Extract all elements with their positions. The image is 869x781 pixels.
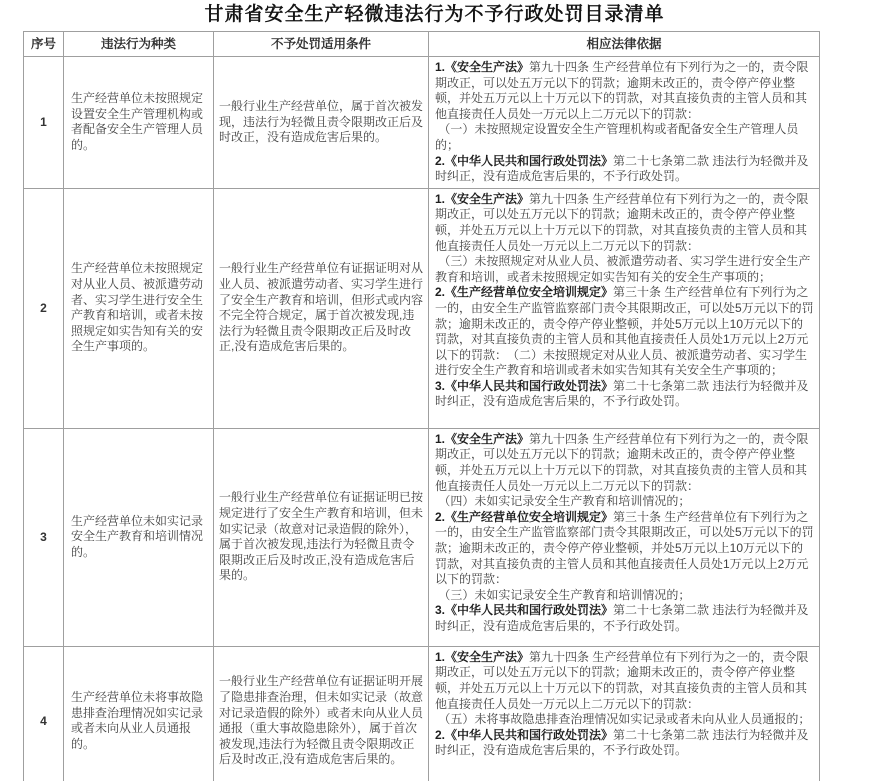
law-text: （一）未按照规定设置安全生产管理机构或者配备安全生产管理人员的； xyxy=(435,122,799,152)
law-name: 3.《中华人民共和国行政处罚法》 xyxy=(435,378,614,393)
table-row xyxy=(24,188,820,428)
header-row xyxy=(24,32,820,57)
law-name: 3.《中华人民共和国行政处罚法》 xyxy=(435,603,614,618)
column-header: 相应法律依据 xyxy=(429,32,820,57)
law-text: 第二十七条第二款 违法行为轻微并及时纠正，没有造成危害后果的，不予行政处罚。 xyxy=(435,727,809,758)
legal-paragraph xyxy=(435,712,815,728)
legal-cell xyxy=(429,57,820,189)
law-text: 第九十四条 生产经营单位有下列行为之一的，责令限期改正，可以处五万元以下的罚款；逾期未改正的，责令停产停业整顿，并处五万元以上十万元以下的罚款，对其直接负责的主管人员和其他直接责任人员处一万元以上二万元以下的罚款： xyxy=(435,191,809,253)
row-number-cell: 1 xyxy=(24,57,64,189)
table-body xyxy=(24,57,820,781)
law-text: （三）未按照规定对从业人员、被派遣劳动者、实习学生进行安全生产教育和培训，或者未按照规定如实告知有关的安全生产事项的； xyxy=(435,254,811,284)
law-text: 第二十七条第二款 违法行为轻微并及时纠正，没有造成危害后果的，不予行政处罚。 xyxy=(435,603,809,633)
violation-cell: 生产经营单位未如实记录安全生产教育和培训情况的。 xyxy=(64,428,214,646)
legal-paragraph xyxy=(435,122,815,153)
violation-cell: 生产经营单位未按照规定设置安全生产管理机构或者配备安全生产管理人员的。 xyxy=(64,57,214,189)
legal-paragraph xyxy=(435,285,815,379)
law-name: 1.《安全生产法》 xyxy=(435,649,530,664)
legal-paragraph xyxy=(435,510,815,588)
law-text: 第二十七条第二款 违法行为轻微并及时纠正，没有造成危害后果的，不予行政处罚。 xyxy=(435,153,809,184)
law-name: 1.《安全生产法》 xyxy=(435,191,530,206)
law-text: 第三十条 生产经营单位有下列行为之一的，由安全生产监管监察部门责令其限期改正，可以处5万元以下的罚款；逾期未改正的，责令停产停业整顿，并处5万元以上10万元以下的罚款，对其直接负责的主管人员和其他直接责任人员处1万元以上2万元以下的罚款： （二）未按照规定对从业人员、被派遣劳动者、实习学生进行安全生产教育和培训或者未如实告知其有关安全生产事项的； xyxy=(435,285,814,378)
page-title: 甘肃省安全生产轻微违法行为不予行政处罚目录清单 xyxy=(204,4,665,25)
legal-cell xyxy=(429,188,820,428)
law-text: （四）未如实记录安全生产教育和培训情况的； xyxy=(435,494,691,509)
legal-paragraph xyxy=(435,432,815,494)
condition-cell: 一般行业生产经营单位有证据证明开展了隐患排查治理，但未如实记录（故意对记录造假的除外）或者未向从业人员通报（重大事故隐患除外），属于首次被发现,违法行为轻微且责令限期改正后及时改正,没有造成危害后果的。 xyxy=(214,646,429,781)
legal-paragraph xyxy=(435,603,815,634)
law-text: （五）未将事故隐患排查治理情况如实记录或者未向从业人员通报的； xyxy=(435,712,811,727)
condition-cell: 一般行业生产经营单位有证据证明对从业人员、被派遣劳动者、实习学生进行了安全生产教育和培训，但形式或内容不完全符合规定，属于首次被发现,违法行为轻微且责令限期改正后及时改正,没有造成危害后果的。 xyxy=(214,188,429,428)
law-text: 第二十七条第二款 违法行为轻微并及时纠正，没有造成危害后果的，不予行政处罚。 xyxy=(435,378,809,409)
legal-paragraph xyxy=(435,728,815,759)
law-text: 第三十条 生产经营单位有下列行为之一的，由安全生产监管监察部门责令其限期改正，可以处5万元以下的罚款；逾期未改正的，责令停产停业整顿，并处5万元以上10万元以下的罚款，对其直接负责的主管人员和其他直接责任人员处1万元以上2万元以下的罚款： xyxy=(435,509,814,587)
legal-paragraph xyxy=(435,379,815,410)
condition-cell: 一般行业生产经营单位有证据证明已按规定进行了安全生产教育和培训，但未如实记录（故意对记录造假的除外），属于首次被发现,违法行为轻微且责令限期改正后及时改正,没有造成危害后果的。 xyxy=(214,428,429,646)
row-number-cell: 3 xyxy=(24,428,64,646)
law-text: 第九十四条 生产经营单位有下列行为之一的，责令限期改正，可以处五万元以下的罚款；逾期未改正的，责令停产停业整顿，并处五万元以上十万元以下的罚款，对其直接负责的主管人员和其他直接责任人员处一万元以上二万元以下的罚款： xyxy=(435,649,809,711)
violation-cell: 生产经营单位未将事故隐患排查治理情况如实记录或者未向从业人员通报的。 xyxy=(64,646,214,781)
law-name: 2.《中华人民共和国行政处罚法》 xyxy=(435,727,614,742)
law-name: 1.《安全生产法》 xyxy=(435,60,530,74)
document-page xyxy=(0,3,869,781)
law-text: （三）未如实记录安全生产教育和培训情况的； xyxy=(435,587,691,602)
law-text: 第九十四条 生产经营单位有下列行为之一的，责令限期改正，可以处五万元以下的罚款；逾期未改正的，责令停产停业整顿，并处五万元以上十万元以下的罚款，对其直接负责的主管人员和其他直接责任人员处一万元以上二万元以下的罚款： xyxy=(435,431,809,493)
column-header: 不予处罚适用条件 xyxy=(214,32,429,57)
legal-cell xyxy=(429,428,820,646)
violation-cell: 生产经营单位未按照规定对从业人员、被派遣劳动者、实习学生进行安全生产教育和培训，或者未按照规定如实告知有关的安全生产事项的。 xyxy=(64,188,214,428)
column-header: 序号 xyxy=(24,32,64,57)
legal-paragraph xyxy=(435,588,815,604)
law-name: 2.《生产经营单位安全培训规定》 xyxy=(435,285,614,300)
legal-paragraph xyxy=(435,192,815,254)
legal-paragraph xyxy=(435,650,815,712)
legal-paragraph xyxy=(435,494,815,510)
legal-paragraph xyxy=(435,60,815,122)
row-number-cell: 4 xyxy=(24,646,64,781)
column-header: 违法行为种类 xyxy=(64,32,214,57)
legal-paragraph xyxy=(435,154,815,185)
law-name: 2.《中华人民共和国行政处罚法》 xyxy=(435,153,614,168)
law-text: 第九十四条 生产经营单位有下列行为之一的，责令限期改正，可以处五万元以下的罚款；逾期未改正的，责令停产停业整顿，并处五万元以上十万元以下的罚款，对其直接负责的主管人员和其他直接责任人员处一万元以上二万元以下的罚款： xyxy=(435,60,809,121)
law-name: 2.《生产经营单位安全培训规定》 xyxy=(435,509,614,524)
table-row xyxy=(24,646,820,781)
table-row xyxy=(24,57,820,189)
legal-paragraph xyxy=(435,254,815,285)
condition-cell: 一般行业生产经营单位，属于首次被发现，违法行为轻微且责令限期改正后及时改正，没有造成危害后果的。 xyxy=(214,57,429,189)
law-name: 1.《安全生产法》 xyxy=(435,431,530,446)
row-number-cell: 2 xyxy=(24,188,64,428)
legal-cell xyxy=(429,646,820,781)
catalog-table xyxy=(23,31,820,781)
table-row xyxy=(24,428,820,646)
